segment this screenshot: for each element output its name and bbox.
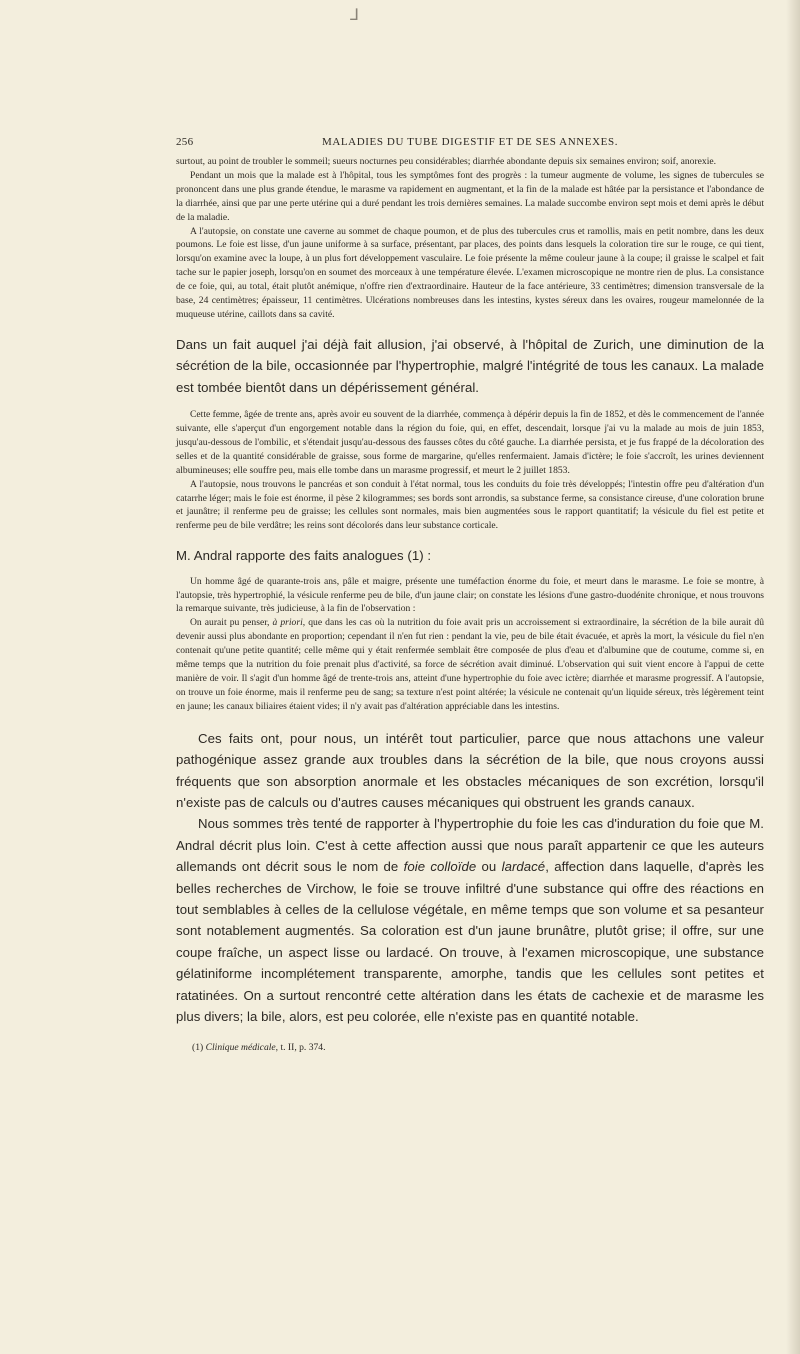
andral-intro [176,545,764,566]
footnote [176,1041,764,1054]
pencil-mark-icon: ⅃ [350,7,359,24]
paragraph-colloid-liver: Nous sommes très tenté de rapporter à l'hypertrophie du foie les cas d'induration du foie que M. Andral décrit plus loin. C'est à cette affection aussi que nous paraît appartenir ce que les auteurs allemands ont décrit sous le nom de foie colloïde ou lardacé, affection dans laquelle, d'après les belles recherches de Virchow, le foie se trouve infiltré d'une substance qui offre des réactions en tout semblables à celles de la cellulose végétale, en même temps que son volume et sa pesanteur sont notablement augmentés. Sa coloration est d'un jaune brunâtre, plutôt grise; il offre, sur une coupe fraîche, un aspect lisse ou lardacé. On trouve, à l'examen microscopique, une substance gélatiniforme incomplétement transparente, amorphe, tandis que les cellules sont petites et ratatinées. On a surtout rencontré cette altération dans les états de cachexie et de marasme les plus divers; la bile, alors, est peu colorée, elle n'existe pas en quantité notable. [176,816,764,1024]
case-report-2 [176,408,764,533]
footnote-ref: , t. II, p. 374. [275,1042,326,1054]
paragraph-continuation: surtout, au point de troubler le sommeil; sueurs nocturnes peu considérables; diarrhée abondante depuis six semaines environ; soif, anorexie. [176,156,717,167]
paragraph-pathogenic-value: Ces faits ont, pour nous, un intérêt tout particulier, parce que nous attachons une valeur pathogénique assez grande aux troubles dans la sécrétion de la bile, que nous croyons aussi fréquents que son absorption anormale et les obstacles mécaniques de son excrétion, lorsqu'il n'existe pas de calculs ou d'autres causes mécaniques qui obstruent les grands canaux. [176,730,764,810]
emphasis-lardace: lardacé [501,859,546,875]
paragraph-hospital-course: Pendant un mois que la malade est à l'hôpital, tous les symptômes font des progrès : la tumeur augmente de volume, les signes de tubercules se prononcent dans une plus grande étendue, le marasme va rapidement en augmentant, et la fin de la malade est hâtée par la persistance et l'abondance de la diarrhée, ainsi que par une perte utérine qui a duré pendant les trois dernières semaines. La malade succombe environ sept mois et demi après le début de la maladie. [176,169,764,223]
case-report-1 [176,155,764,322]
footnote-source: Clinique médicale [205,1042,276,1054]
page-body [176,155,764,1054]
emphasis-foie-colloide: foie colloïde [403,859,477,875]
running-head: MALADIES DU TUBE DIGESTIF ET DE SES ANNEXES. [321,136,619,148]
paragraph-autopsy-2: A l'autopsie, nous trouvons le pancréas et son conduit à l'état normal, tous les conduits du foie très développés; l'intestin offre peu d'altération d'un catarrhe léger; mais le foie est énorme, il pèse 2 kilogrammes; ses bords sont arrondis, sa substance ferme, sa consistance cireuse, d'une coloration brune et jaunâtre; il renferme peu de graisse; les cellules sont normales, mais bien augmentées sous le rapport quantitatif; la vésicule du fiel est petite et renferme peu de bile verdâtre; les reins sont décolorés dans leur substance corticale. [176,478,764,532]
paragraph-autopsy-1: A l'autopsie, on constate une caverne au sommet de chaque poumon, et de plus des tubercules crus et ramollis, mais en petit nombre, dans les deux poumons. Le foie est lisse, d'un jaune uniforme à sa surface, présentant, par places, des points dans lesquels la coloration tire sur le rouge, ce qui tient, lorsqu'on examine avec la loupe, à un plus fort développement vasculaire. Le foie présente la même couleur jaune à la coupe; il graisse le scalpel et fait tache sur le papier joseph, lorsqu'on en soumet des morceaux à une température élevée. L'examen microscopique ne montre rien de plus. La consistance de ce foie, qui, au total, était plutôt anémique, n'offre rien d'extraordinaire. Hauteur de la face antérieure, 33 centimètres; dimension transversale de la base, 24 centimètres; épaisseur, 11 centimètres. Ulcérations nombreuses dans les intestins, kystes séreux dans les ovaires, rougeur mamelonnée de la muqueuse utérine, caillots dans sa cavité. [176,225,764,320]
page-header [176,136,764,152]
footnote-mark: (1) [192,1042,204,1054]
paragraph-andral-case-1: Un homme âgé de quarante-trois ans, pâle et maigre, présente une tuméfaction énorme du foie, et meurt dans le marasme. Le foie se montre, à l'autopsie, très hypertrophié, la vésicule renferme peu de bile, d'un jaune clair; on constate les lésions d'une gastro-duodénite chronique, et nous trouvons la remarque suivante, très judicieuse, à la fin de l'observation : [176,575,764,615]
andral-cases [176,575,764,714]
page-number: 256 [176,136,194,148]
emphasis-a-priori: à priori [272,617,303,629]
commentary-conclusion [176,728,764,1028]
paragraph-andral-heading: M. Andral rapporte des faits analogues (1) : [176,548,432,564]
commentary-zurich [176,334,764,398]
page-edge-shadow [786,0,800,1354]
paragraph-zurich-case: Dans un fait auquel j'ai déjà fait allusion, j'ai observé, à l'hôpital de Zurich, une diminution de la sécrétion de la bile, occasionnée par l'hypertrophie, malgré l'intégrité de tous les canaux. La malade est tombée bientôt dans un dépérissement général. [176,336,764,395]
paragraph-patient-history: Cette femme, âgée de trente ans, après avoir eu souvent de la diarrhée, commença à dépérir depuis la fin de 1852, et dès le commencement de l'année suivante, elle s'aperçut d'un engorgement notable dans la région du foie, qui, en effet, descendait, lorsque j'ai vu la malade au mois de juin 1853, jusqu'au-dessous de l'ombilic, et s'étendait jusqu'au-dessous des fausses côtes du côté gauche. La diarrhée persista, et je fus frappé de la décoloration des selles et de la quantité considérable de graisse, sous forme de margarine, qu'elles renfermaient. Jamais d'ictère; le foie s'accroît, les urines deviennent albumineuses; elle souffre peu, mais elle tombe dans un marasme progressif, et meurt le 2 juillet 1853. [176,409,764,476]
paragraph-andral-remark: On aurait pu penser, à priori, que dans les cas où la nutrition du foie avait pris un accroissement si extraordinaire, la sécrétion de la bile aurait dû devenir aussi plus abondante en proportion; cependant il n'en fut rien : pendant la vie, peu de bile était évacuée, et après la mort, la vésicule du fiel n'en contenait qu'une petite quantité; celle même qui y était renfermée semblait être composée de plus d'eau et d'albumine que de coutume, comme si, en même temps que la nutrition du foie prenait plus d'activité, sa force de sécrétion avait diminué. L'observation qui suit vient encore à l'appui de cette manière de voir. Il s'agit d'un homme âgé de trente-trois ans, atteint d'une hypertrophie du foie avec ictère; diarrhée et marasme progressif. A l'autopsie, on trouve un foie énorme, mais il renferme peu de sang; sa texture n'est point altérée; la vésicule ne contenait qu'un liquide séreux, très légèrement teint en jaune; les canaux biliaires étaient vides; il n'y avait pas d'altération appréciable dans les intestins. [176,617,765,712]
